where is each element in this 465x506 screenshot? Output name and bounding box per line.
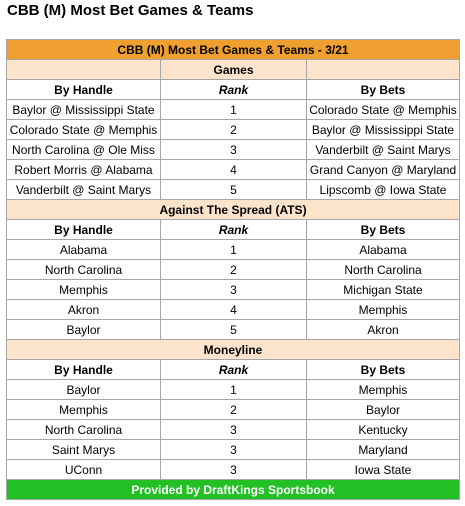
section-title-row-games <box>7 60 460 80</box>
table-row <box>7 400 460 420</box>
table-title-row <box>7 40 460 60</box>
rank-cell: 4 <box>161 160 307 180</box>
rank-cell: 2 <box>161 120 307 140</box>
bets-cell: Michigan State <box>307 280 460 300</box>
rank-cell: 3 <box>161 140 307 160</box>
header-by-handle: By Handle <box>7 220 161 240</box>
bets-cell: Grand Canyon @ Maryland <box>307 160 460 180</box>
section-title-ats: Against The Spread (ATS) <box>7 200 460 220</box>
table-row <box>7 160 460 180</box>
section-title-games: Games <box>161 60 307 80</box>
handle-cell: North Carolina <box>7 260 161 280</box>
bets-cell: Baylor @ Mississippi State <box>307 120 460 140</box>
bets-cell: Alabama <box>307 240 460 260</box>
handle-cell: UConn <box>7 460 161 480</box>
handle-cell: Saint Marys <box>7 440 161 460</box>
handle-cell: Baylor <box>7 380 161 400</box>
bets-cell: North Carolina <box>307 260 460 280</box>
header-rank: Rank <box>161 220 307 240</box>
column-header-row <box>7 80 460 100</box>
section-title-row-moneyline <box>7 340 460 360</box>
handle-cell: North Carolina <box>7 420 161 440</box>
table-row <box>7 260 460 280</box>
page-title: CBB (M) Most Bet Games & Teams <box>7 2 254 19</box>
handle-cell: Baylor @ Mississippi State <box>7 100 161 120</box>
table-row <box>7 100 460 120</box>
column-header-row <box>7 360 460 380</box>
most-bet-table <box>6 39 460 500</box>
bets-cell: Colorado State @ Memphis <box>307 100 460 120</box>
table-row <box>7 140 460 160</box>
header-rank: Rank <box>161 360 307 380</box>
bets-cell: Lipscomb @ Iowa State <box>307 180 460 200</box>
table-row <box>7 420 460 440</box>
rank-cell: 3 <box>161 460 307 480</box>
section-title-moneyline: Moneyline <box>7 340 460 360</box>
bets-cell: Vanderbilt @ Saint Marys <box>307 140 460 160</box>
handle-cell: North Carolina @ Ole Miss <box>7 140 161 160</box>
table-row <box>7 280 460 300</box>
header-rank: Rank <box>161 80 307 100</box>
bets-cell: Kentucky <box>307 420 460 440</box>
table-row <box>7 240 460 260</box>
footer-credit: Provided by DraftKings Sportsbook <box>7 480 460 500</box>
rank-cell: 2 <box>161 400 307 420</box>
rank-cell: 3 <box>161 420 307 440</box>
footer-row <box>7 480 460 500</box>
rank-cell: 2 <box>161 260 307 280</box>
table-row <box>7 300 460 320</box>
handle-cell: Vanderbilt @ Saint Marys <box>7 180 161 200</box>
rank-cell: 3 <box>161 440 307 460</box>
bets-cell: Baylor <box>307 400 460 420</box>
rank-cell: 3 <box>161 280 307 300</box>
rank-cell: 5 <box>161 180 307 200</box>
rank-cell: 1 <box>161 240 307 260</box>
bets-cell: Akron <box>307 320 460 340</box>
header-by-bets: By Bets <box>307 220 460 240</box>
table-row <box>7 320 460 340</box>
column-header-row <box>7 220 460 240</box>
rank-cell: 1 <box>161 100 307 120</box>
table-title: CBB (M) Most Bet Games & Teams - 3/21 <box>7 40 460 60</box>
header-by-bets: By Bets <box>307 80 460 100</box>
table-row <box>7 460 460 480</box>
handle-cell: Memphis <box>7 400 161 420</box>
rank-cell: 1 <box>161 380 307 400</box>
bets-cell: Iowa State <box>307 460 460 480</box>
table-row <box>7 440 460 460</box>
header-by-handle: By Handle <box>7 80 161 100</box>
handle-cell: Robert Morris @ Alabama <box>7 160 161 180</box>
bets-cell: Memphis <box>307 300 460 320</box>
rank-cell: 4 <box>161 300 307 320</box>
handle-cell: Baylor <box>7 320 161 340</box>
table-row <box>7 180 460 200</box>
table-row <box>7 120 460 140</box>
handle-cell: Memphis <box>7 280 161 300</box>
header-by-handle: By Handle <box>7 360 161 380</box>
bets-cell: Memphis <box>307 380 460 400</box>
handle-cell: Akron <box>7 300 161 320</box>
rank-cell: 5 <box>161 320 307 340</box>
handle-cell: Colorado State @ Memphis <box>7 120 161 140</box>
handle-cell: Alabama <box>7 240 161 260</box>
table-row <box>7 380 460 400</box>
section-title-row-ats <box>7 200 460 220</box>
bets-cell: Maryland <box>307 440 460 460</box>
header-by-bets: By Bets <box>307 360 460 380</box>
